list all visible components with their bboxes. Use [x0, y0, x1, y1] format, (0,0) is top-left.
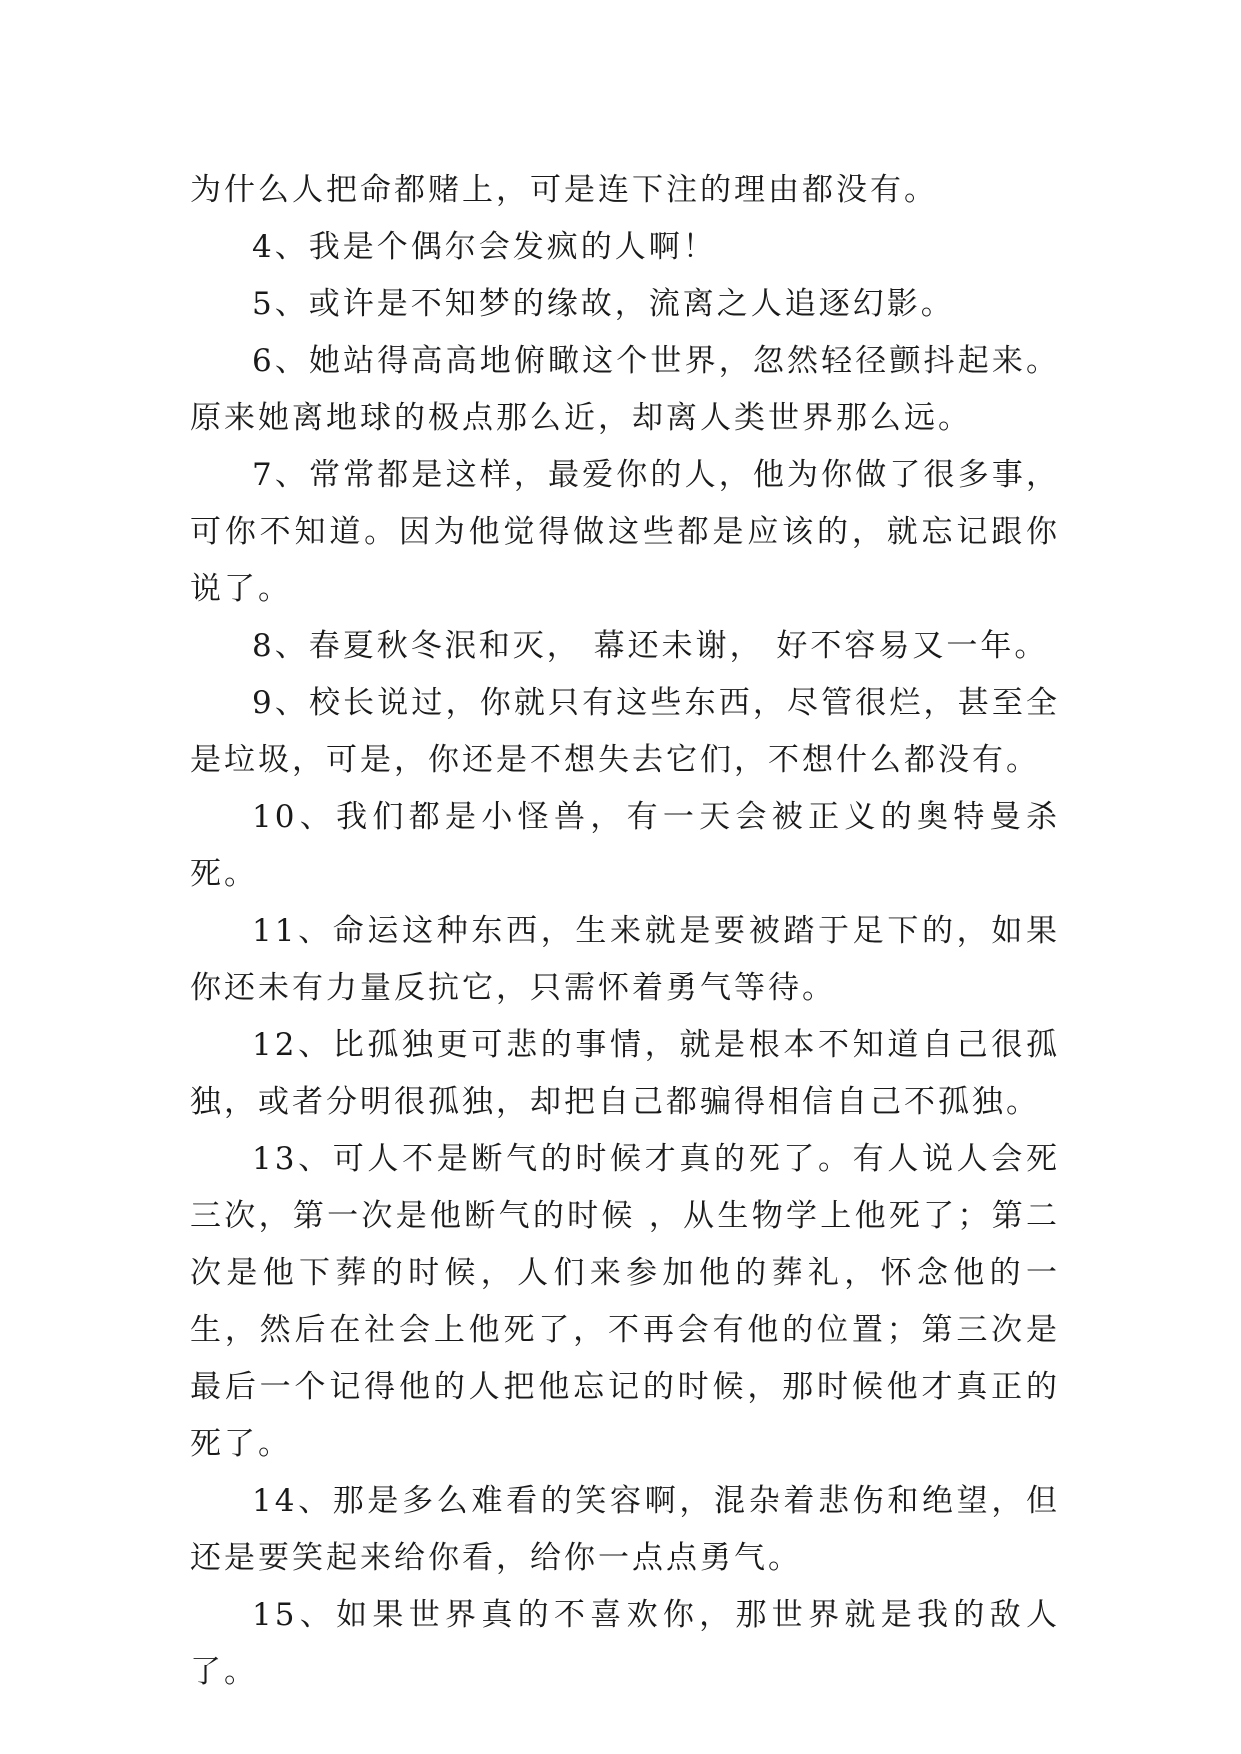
- document-body: [190, 162, 1060, 1701]
- paragraph-12: 12、比孤独更可悲的事情，就是根本不知道自己很孤独，或者分明很孤独，却把自己都骗得相信自己不孤独。: [190, 1027, 1060, 1120]
- paragraph-4: 4、我是个偶尔会发疯的人啊！: [252, 229, 717, 265]
- paragraph-14: 14、那是多么难看的笑容啊，混杂着悲伤和绝望，但还是要笑起来给你看，给你一点点勇气。: [190, 1483, 1060, 1576]
- paragraph-9: 9、校长说过，你就只有这些东西，尽管很烂，甚至全是垃圾，可是，你还是不想失去它们，不想什么都没有。: [190, 685, 1060, 778]
- paragraph-10: 10、我们都是小怪兽，有一天会被正义的奥特曼杀死。: [190, 799, 1060, 892]
- paragraph-8: 8、春夏秋冬泯和灭， 幕还未谢， 好不容易又一年。: [252, 628, 1049, 664]
- paragraph-13: 13、可人不是断气的时候才真的死了。有人说人会死三次，第一次是他断气的时候 ，从生物学上他死了；第二次是他下葬的时候，人们来参加他的葬礼，怀念他的一生，然后在社会上他死了，不再会有他的位置；第三次是最后一个记得他的人把他忘记的时候，那时候他才真正的死了。: [190, 1141, 1060, 1462]
- paragraph-6: 6、她站得高高地俯瞰这个世界，忽然轻径颤抖起来。原来她离地球的极点那么近，却离人类世界那么远。: [190, 343, 1060, 436]
- paragraph-5: 5、或许是不知梦的缘故，流离之人追逐幻影。: [252, 286, 955, 322]
- paragraph-11: 11、命运这种东西，生来就是要被踏于足下的，如果你还未有力量反抗它，只需怀着勇气等待。: [190, 913, 1060, 1006]
- paragraph-15: 15、如果世界真的不喜欢你，那世界就是我的敌人了。: [190, 1597, 1060, 1690]
- paragraph-continuation: 为什么人把命都赌上，可是连下注的理由都没有。: [190, 172, 938, 208]
- paragraph-7: 7、常常都是这样，最爱你的人，他为你做了很多事，可你不知道。因为他觉得做这些都是应该的，就忘记跟你说了。: [190, 457, 1060, 607]
